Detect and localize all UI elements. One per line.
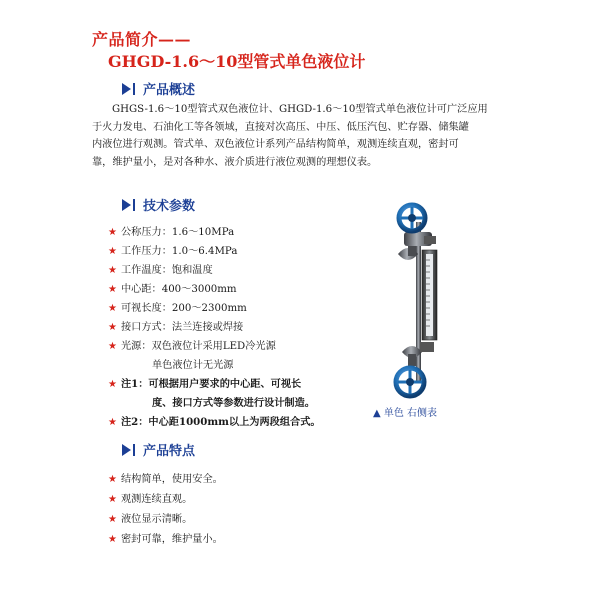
star-icon: ★ <box>108 494 117 505</box>
specs-heading <box>122 195 195 214</box>
star-icon: ★ <box>108 474 117 485</box>
spec-item: ★ 工作温度：饱和温度 <box>108 265 213 276</box>
overview-line-3: 内液位进行观测。管式单、双色液位计系列产品结构简单，观测连续直观，密封可 <box>92 139 459 150</box>
section-marker-icon <box>122 444 135 456</box>
star-icon: ★ <box>108 322 117 333</box>
features-heading <box>122 440 195 459</box>
star-icon: ★ <box>108 514 117 525</box>
features-heading-text: 产品特点 <box>143 444 196 459</box>
feature-item: ★ 观测连续直观。 <box>108 494 193 505</box>
note-1-continued: 度、接口方式等参数进行设计制造。 <box>152 397 315 409</box>
star-icon: ★ <box>108 379 117 390</box>
star-icon: ★ <box>108 227 117 238</box>
spec-item: ★ 可视长度：200～2300mm <box>108 303 247 314</box>
spec-item: ★ 接口方式：法兰连接或焊接 <box>108 322 244 333</box>
feature-item: ★ 液位显示清晰。 <box>108 514 193 525</box>
overview-line-2: 于火力发电、石油化工等各领域，直接对次高压、中压、低压汽包、贮存器、储集罐 <box>92 121 469 133</box>
specs-heading-text: 技术参数 <box>143 199 196 214</box>
page-title-line2: GHGD-1.6～10型管式单色液位计 <box>108 52 366 71</box>
star-icon: ★ <box>108 246 117 257</box>
spec-item-continued: 单色液位计无光源 <box>152 360 234 371</box>
star-icon: ★ <box>108 303 117 314</box>
overview-heading <box>122 79 195 98</box>
overview-heading-text: 产品概述 <box>143 83 196 98</box>
star-icon: ★ <box>108 265 117 276</box>
spec-item: ★ 公称压力：1.6～10MPa <box>108 227 235 238</box>
section-marker-icon <box>122 83 135 95</box>
image-caption: ▲ 单色 右侧表 <box>373 408 438 419</box>
star-icon: ★ <box>108 417 117 428</box>
spec-item: ★ 光源：双色液位计采用LED冷光源 <box>108 341 276 352</box>
spec-item: ★ 工作压力：1.0～6.4MPa <box>108 246 238 257</box>
overview-line-4: 靠，维护量小，是对各种水、液介质进行液位观测的理想仪表。 <box>92 156 378 168</box>
page-title-line1: 产品简介—— <box>92 30 192 49</box>
star-icon: ★ <box>108 284 117 295</box>
spec-item: ★ 中心距：400～3000mm <box>108 284 237 295</box>
section-marker-icon <box>122 199 135 211</box>
note-2: ★ 注2：中心距1000mm以上为两段组合式。 <box>108 416 321 428</box>
overview-paragraph <box>92 101 524 171</box>
overview-line-1: GHGS-1.6～10型管式双色液位计、GHGD-1.6～10型管式单色液位计可广泛应用 <box>112 104 488 115</box>
feature-item: ★ 密封可靠，维护量小。 <box>108 534 223 545</box>
note-1: ★ 注1：可根据用户要求的中心距、可视长 <box>108 378 302 390</box>
feature-item: ★ 结构简单，使用安全。 <box>108 474 223 485</box>
star-icon: ★ <box>108 534 117 545</box>
star-icon: ★ <box>108 341 117 352</box>
level-gauge-image <box>378 202 450 402</box>
